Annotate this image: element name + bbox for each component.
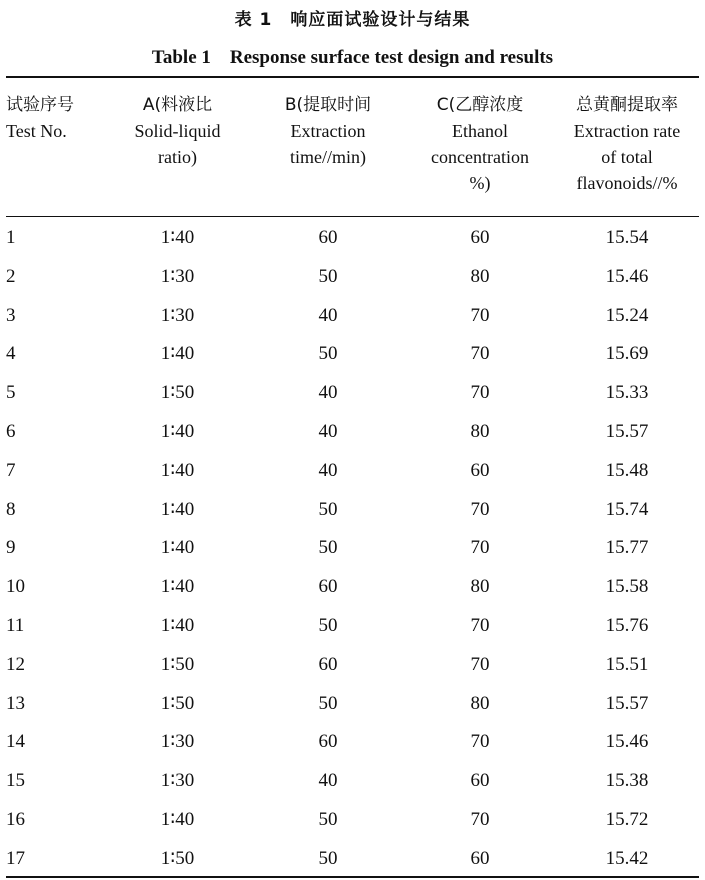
cell-time: 50: [318, 614, 338, 636]
cell-test-no: 2: [6, 265, 16, 287]
table-row: [0, 723, 705, 762]
cell-rate: 15.42: [605, 847, 649, 869]
cell-test-no: 17: [6, 847, 25, 869]
cell-rate: 15.46: [605, 731, 649, 753]
cell-rate: 15.57: [605, 692, 649, 714]
cell-time: 50: [318, 808, 338, 830]
cell-time: 50: [318, 343, 338, 365]
cell-test-no: 12: [6, 653, 25, 675]
table-row: [0, 335, 705, 374]
cell-ratio: 1∶50: [160, 382, 195, 404]
cell-rate: 15.74: [605, 498, 649, 520]
cell-ethanol: 70: [470, 343, 490, 365]
cell-ratio: 1∶40: [160, 227, 195, 248]
cell-test-no: 10: [6, 576, 25, 598]
header-b-cn: B(提取时间: [284, 95, 372, 115]
cell-ratio: 1∶40: [160, 498, 195, 520]
table-top-rule: [6, 76, 699, 78]
cell-rate: 15.24: [605, 304, 649, 326]
table-caption-english: Table 1 Response surface test design and results: [151, 47, 554, 68]
cell-rate: 15.72: [605, 808, 649, 830]
table-header-rule: [6, 216, 699, 217]
cell-ethanol: 70: [470, 382, 490, 404]
cell-test-no: 16: [6, 808, 25, 830]
table-bottom-rule: [6, 876, 699, 878]
header-rate-en-line3: flavonoids//%: [576, 173, 678, 193]
cell-ethanol: 70: [470, 614, 490, 636]
table-row: [0, 297, 705, 336]
cell-ethanol: 70: [470, 731, 490, 753]
cell-time: 60: [318, 576, 338, 598]
header-solid-liquid-ratio: [110, 92, 245, 170]
header-a-en-line1: Solid-liquid: [134, 121, 221, 141]
cell-time: 40: [318, 420, 338, 442]
cell-ethanol: 80: [470, 576, 490, 598]
cell-time: 60: [318, 227, 338, 248]
cell-rate: 15.58: [605, 576, 649, 598]
table-row: [0, 529, 705, 568]
cell-test-no: 3: [6, 304, 16, 326]
table-header-row: [0, 92, 705, 212]
cell-test-no: 6: [6, 420, 16, 442]
table-row: [0, 452, 705, 491]
cell-test-no: 11: [6, 614, 25, 636]
cell-rate: 15.48: [605, 459, 649, 481]
table-row: [0, 568, 705, 607]
cell-rate: 15.76: [605, 614, 649, 636]
cell-time: 40: [318, 770, 338, 792]
table-row: [0, 219, 705, 258]
cell-rate: 15.33: [605, 382, 649, 404]
header-a-cn: A(料液比: [142, 95, 213, 115]
cell-time: 50: [318, 537, 338, 559]
cell-ethanol: 80: [470, 265, 490, 287]
table-row: [0, 374, 705, 413]
cell-time: 40: [318, 382, 338, 404]
cell-ratio: 1∶50: [160, 847, 195, 869]
cell-test-no: 15: [6, 770, 25, 792]
cell-ratio: 1∶40: [160, 537, 195, 559]
header-extraction-rate: [553, 92, 701, 196]
header-rate-en-line2: of total: [601, 147, 653, 167]
cell-ethanol: 70: [470, 304, 490, 326]
cell-ratio: 1∶50: [160, 653, 195, 675]
cell-time: 50: [318, 692, 338, 714]
table-row: [0, 413, 705, 452]
cell-ratio: 1∶30: [160, 304, 195, 326]
table-body: [0, 219, 705, 879]
table-row: [0, 685, 705, 724]
cell-ratio: 1∶50: [160, 692, 195, 714]
cell-test-no: 14: [6, 731, 25, 753]
cell-test-no: 4: [6, 343, 16, 365]
cell-ethanol: 80: [470, 420, 490, 442]
cell-ethanol: 70: [470, 808, 490, 830]
cell-ratio: 1∶40: [160, 343, 195, 365]
header-b-en-line2: time//min): [290, 147, 366, 167]
cell-time: 60: [318, 653, 338, 675]
cell-rate: 15.38: [605, 770, 649, 792]
cell-rate: 15.54: [605, 227, 649, 248]
cell-ratio: 1∶40: [160, 420, 195, 442]
cell-time: 40: [318, 304, 338, 326]
table-row: [0, 801, 705, 840]
cell-rate: 15.51: [605, 653, 649, 675]
table-row: [0, 258, 705, 297]
cell-ratio: 1∶30: [160, 265, 195, 287]
cell-ethanol: 60: [470, 770, 490, 792]
header-rate-cn: 总黄酮提取率: [576, 95, 678, 115]
cell-ethanol: 60: [470, 847, 490, 869]
header-c-en-line3: %): [469, 173, 491, 193]
cell-ratio: 1∶30: [160, 770, 195, 792]
header-test-no-en: Test No.: [6, 121, 67, 141]
table-row: [0, 762, 705, 801]
cell-ratio: 1∶30: [160, 731, 195, 753]
table-caption-chinese: 表 1 响应面试验设计与结果: [234, 10, 471, 30]
cell-time: 60: [318, 731, 338, 753]
cell-test-no: 13: [6, 692, 25, 714]
cell-test-no: 1: [6, 227, 16, 248]
cell-ethanol: 60: [470, 459, 490, 481]
cell-ethanol: 60: [470, 227, 490, 248]
table-row: [0, 646, 705, 685]
cell-ratio: 1∶40: [160, 576, 195, 598]
table-row: [0, 491, 705, 530]
cell-rate: 15.57: [605, 420, 649, 442]
cell-ethanol: 70: [470, 653, 490, 675]
header-c-en-line2: concentration: [431, 147, 529, 167]
header-b-en-line1: Extraction: [290, 121, 366, 141]
cell-ratio: 1∶40: [160, 808, 195, 830]
cell-rate: 15.77: [605, 537, 649, 559]
cell-rate: 15.46: [605, 265, 649, 287]
cell-test-no: 5: [6, 382, 16, 404]
cell-ethanol: 70: [470, 498, 490, 520]
cell-test-no: 8: [6, 498, 16, 520]
table-row: [0, 840, 705, 879]
header-ethanol-concentration: [410, 92, 550, 196]
cell-time: 40: [318, 459, 338, 481]
header-rate-en-line1: Extraction rate: [573, 121, 681, 141]
header-test-no: [6, 92, 106, 144]
header-c-cn: C(乙醇浓度: [436, 95, 524, 115]
cell-ratio: 1∶40: [160, 614, 195, 636]
table-row: [0, 607, 705, 646]
cell-test-no: 9: [6, 537, 16, 559]
cell-ethanol: 80: [470, 692, 490, 714]
header-extraction-time: [253, 92, 403, 170]
cell-ethanol: 70: [470, 537, 490, 559]
cell-ratio: 1∶40: [160, 459, 195, 481]
cell-time: 50: [318, 498, 338, 520]
cell-time: 50: [318, 847, 338, 869]
header-test-no-cn: 试验序号: [6, 95, 74, 115]
header-c-en-line1: Ethanol: [452, 121, 508, 141]
header-a-en-line2: ratio): [158, 147, 197, 167]
cell-test-no: 7: [6, 459, 16, 481]
cell-rate: 15.69: [605, 343, 649, 365]
cell-time: 50: [318, 265, 338, 287]
